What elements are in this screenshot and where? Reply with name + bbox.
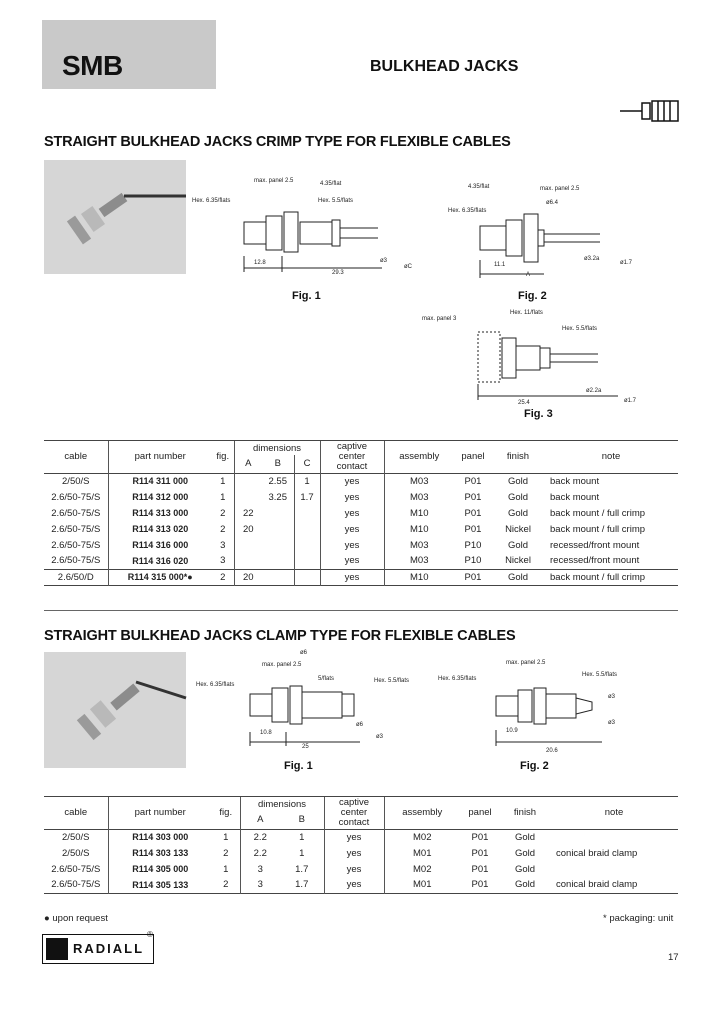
- s2fig2-label-hex635: Hex. 6.35/flats: [438, 676, 477, 682]
- th-dimensions: dimensions: [234, 441, 320, 455]
- th-part-number: part number: [108, 441, 212, 473]
- fig3-label-o17: ø1.7: [624, 398, 637, 404]
- fig2-label-a: A: [526, 272, 531, 278]
- table2: cable part number fig. dimensions captive center contact assembly panel finish note A B 2/50/S R114 303 000 1 2.2 1 yes M02 P01 Gold 2/50/S R114 303 133 2 2.2 1 yes M01 P01 Gold conical braid clamp 2.6/50-75/S R114 305 000 1 3 1.7 yes M02 P01 Gold 2.6/50-75/S R114 305 133 2 3 1.7 yes M01 P01 Gold conical braid clamp: [44, 797, 678, 894]
- section-divider: [44, 610, 678, 611]
- table-row: 2/50/S R114 303 000 1 2.2 1 yes M02 P01 Gold: [44, 829, 678, 845]
- table-row: 2.6/50/D R114 315 000*● 2 20 yes M10 P01 Gold back mount / full crimp: [44, 569, 678, 585]
- section1-title: STRAIGHT BULKHEAD JACKS CRIMP TYPE FOR FLEXIBLE CABLES: [44, 134, 511, 150]
- s2fig1-label-o3: ø3: [376, 734, 384, 740]
- s2fig2-label-206: 20.6: [546, 748, 558, 754]
- logo-mark-icon: [46, 938, 68, 960]
- th-panel: panel: [461, 451, 485, 463]
- table1-header-row: [44, 441, 678, 455]
- th-c: C: [294, 455, 320, 473]
- fig2-label-111: 11.1: [494, 262, 506, 268]
- s2fig1-label-o6: ø6: [356, 722, 364, 728]
- th-assembly: assembly: [384, 441, 454, 473]
- fig1-label-293: 29.3: [332, 270, 344, 276]
- table-row: 2.6/50-75/S R114 305 133 2 3 1.7 yes M01 P01 Gold conical braid clamp: [44, 877, 678, 893]
- table1: [44, 441, 678, 586]
- upon-request-note: ● upon request: [44, 913, 108, 924]
- th-a: A: [234, 455, 262, 473]
- fig1-label-oc: øC: [404, 264, 412, 270]
- s2fig1-label-o6top: ø6: [300, 650, 308, 656]
- table-row: 2.6/50-75/S R114 313 000 2 22 yes M10 P01 Gold back mount / full crimp: [44, 505, 678, 521]
- s2fig1-label-5flats: 5/flats: [318, 676, 335, 682]
- s2fig2-label-o3top: ø3: [608, 694, 616, 700]
- th-fig: fig.: [216, 451, 230, 463]
- series-box: [42, 20, 216, 89]
- section2-fig1-drawing: [190, 646, 410, 750]
- packaging-note: * packaging: unit: [603, 913, 674, 924]
- section2-fig2-caption: Fig. 2: [520, 760, 549, 772]
- table-row: 2/50/S R114 303 133 2 2.2 1 yes M01 P01 Gold conical braid clamp: [44, 845, 678, 861]
- fig2-label-o17: ø1.7: [620, 260, 633, 266]
- series-label: SMB: [62, 50, 123, 81]
- th-captive-center-contact: captive center contact: [320, 441, 384, 473]
- registered-mark: ®: [147, 930, 153, 939]
- section2-title: STRAIGHT BULKHEAD JACKS CLAMP TYPE FOR FLEXIBLE CABLES: [44, 628, 516, 644]
- table2-header-row: cable part number fig. dimensions captive center contact assembly panel finish note: [64, 796, 624, 828]
- page-title: BULKHEAD JACKS: [370, 58, 519, 75]
- section1-fig2-drawing: [440, 178, 674, 282]
- table-row: 2.6/50-75/S R114 305 000 1 3 1.7 yes M02 P01 Gold: [44, 861, 678, 877]
- s2fig1-label-hex635: Hex. 6.35/flats: [196, 682, 235, 688]
- table-row: 2.6/50-75/S R114 316 000 3 yes M03 P10 Gold recessed/front mount: [44, 537, 678, 553]
- section1-fig1-caption: Fig. 1: [292, 290, 321, 302]
- s2fig1-label-hex55: Hex. 5.5/flats: [374, 678, 410, 684]
- fig3-label-hex55: Hex. 5.5/flats: [562, 326, 598, 332]
- fig1-label-o3: ø3: [380, 258, 388, 264]
- section1-product-photo: [44, 160, 186, 274]
- fig2-label-flat: 4.35/flat: [468, 184, 490, 190]
- fig2-label-o32: ø3.2a: [584, 256, 600, 262]
- radiall-logo: [42, 934, 154, 964]
- fig1-label-128: 12.8: [254, 260, 266, 266]
- brand-name: RADIALL: [73, 941, 145, 956]
- s2fig2-label-hex55: Hex. 5.5/flats: [582, 672, 618, 678]
- table-row: 2.6/50-75/S R114 312 000 1 3.25 1.7 yes M03 P01 Gold back mount: [44, 489, 678, 505]
- s2fig1-label-maxpanel: max. panel 2.5: [262, 662, 302, 668]
- section2-product-photo: [44, 652, 186, 768]
- fig1-label-hex635: Hex. 6.35/flats: [192, 198, 231, 204]
- th-cable: cable: [64, 451, 88, 463]
- fig3-label-maxpanel: max. panel 3: [422, 316, 457, 322]
- section2-fig2-drawing: [432, 654, 676, 752]
- table-row: 2.6/50-75/S R114 316 020 3 yes M03 P10 Nickel recessed/front mount: [44, 553, 678, 569]
- page-number: 17: [668, 952, 679, 963]
- fig3-label-o22: ø2.2a: [586, 388, 602, 394]
- th-b: B: [274, 458, 281, 470]
- fig3-label-254: 25.4: [518, 400, 530, 406]
- fig2-label-hex635: Hex. 6.35/flats: [448, 208, 487, 214]
- table-row: 2/50/S R114 311 000 1 2.55 1 yes M03 P01 Gold back mount: [44, 473, 678, 489]
- section2-fig1-caption: Fig. 1: [284, 760, 313, 772]
- section1-fig1-drawing: [192, 168, 420, 284]
- connector-symbol-icon: [620, 98, 682, 124]
- s2fig2-label-maxpanel: max. panel 2.5: [506, 660, 546, 666]
- fig1-label-maxpanel: max. panel 2.5: [254, 178, 294, 184]
- section1-fig3-caption: Fig. 3: [524, 408, 553, 420]
- section1-fig3-drawing: [418, 308, 658, 408]
- s2fig2-label-109: 10.9: [506, 728, 518, 734]
- fig3-label-hex11: Hex. 11/flats: [510, 310, 543, 316]
- fig2-label-maxpanel: max. panel 2.5: [540, 186, 580, 192]
- th-note: note: [601, 451, 621, 463]
- table-row: 2.6/50-75/S R114 313 020 2 20 yes M10 P01 Nickel back mount / full crimp: [44, 521, 678, 537]
- s2fig1-label-108: 10.8: [260, 730, 272, 736]
- th-finish: finish: [506, 451, 530, 463]
- fig1-label-flat: 4.35/flat: [320, 181, 342, 187]
- section1-fig2-caption: Fig. 2: [518, 290, 547, 302]
- fig2-label-o64: ø6.4: [546, 200, 559, 206]
- fig1-label-hex55: Hex. 5.5/flats: [318, 198, 354, 204]
- s2fig1-label-25: 25: [302, 744, 309, 750]
- s2fig2-label-o3: ø3: [608, 720, 616, 726]
